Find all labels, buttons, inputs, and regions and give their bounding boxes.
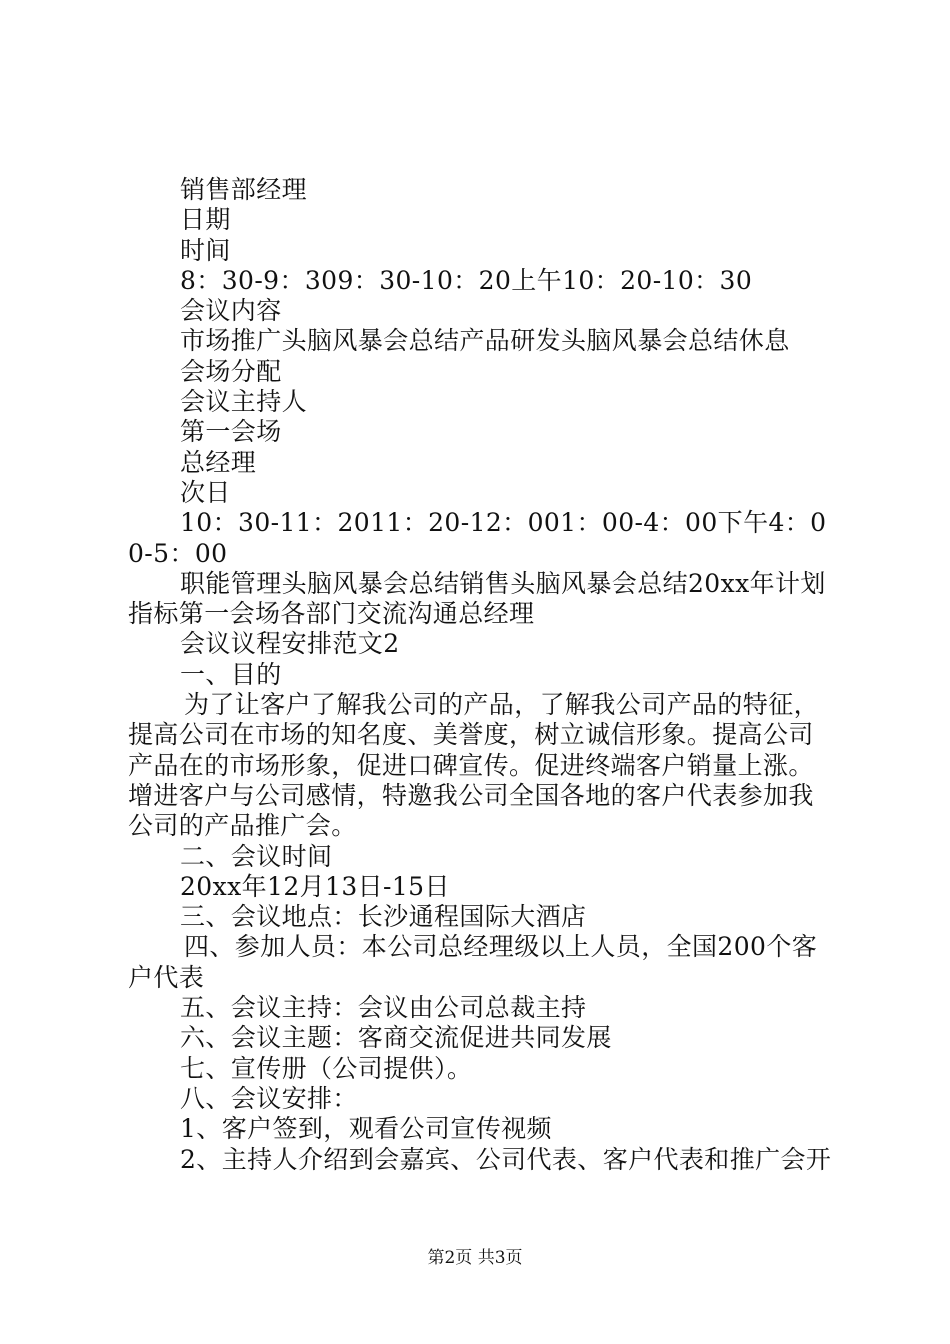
- purpose-paragraph: 为了让客户了解我公司的产品，了解我公司产品的特征，提高公司在市场的知名度、美誉度，树立诚信形象。提高公司产品在的市场形象，促进口碑宣传。促进终端客户销量上涨。增进客户与公司感情，特邀我公司全国各地的客户代表参加我公司的产品推广会。: [128, 690, 820, 841]
- text-line: 会议主持人: [180, 387, 308, 417]
- text-line: 会议内容: [180, 296, 282, 326]
- text-line: 总经理: [180, 447, 257, 477]
- heading-arrangement: 八、会议安排：: [180, 1083, 358, 1113]
- meeting-host: 五、会议主持：会议由公司总裁主持: [180, 993, 587, 1023]
- heading-meeting-time: 二、会议时间: [180, 841, 333, 871]
- schedule-times-paragraph: 10：30-11：2011：20-12：001：00-4：00下午4：00-5：00: [128, 508, 827, 568]
- document-body: [128, 175, 833, 1175]
- text-line: 8：30-9：309：30-10：20上午10：20-10：30: [180, 265, 753, 295]
- text-line: 会场分配: [180, 356, 282, 386]
- arrangement-item: 1、客户签到，观看公司宣传视频: [180, 1114, 552, 1144]
- text-line: 日期: [180, 205, 231, 235]
- text-line: 第一会场: [180, 417, 282, 447]
- meeting-theme: 六、会议主题：客商交流促进共同发展: [180, 1023, 612, 1053]
- arrangement-item: 2、主持人介绍到会嘉宾、公司代表、客户代表和推广会开: [180, 1144, 832, 1174]
- meeting-location: 三、会议地点：长沙通程国际大酒店: [180, 902, 587, 932]
- schedule-topics-paragraph: 职能管理头脑风暴会总结销售头脑风暴会总结20xx年计划指标第一会场各部门交流沟通总经理: [128, 568, 826, 629]
- meeting-date: 20xx年12月13日-15日: [180, 871, 450, 901]
- text-line: 销售部经理: [180, 175, 308, 204]
- participants-paragraph: 四、参加人员：本公司总经理级以上人员，全国200个客户代表: [128, 932, 818, 992]
- heading-purpose: 一、目的: [180, 659, 282, 689]
- page-number: 第2页 共3页: [427, 1248, 523, 1268]
- text-line: 时间: [180, 235, 231, 265]
- text-line: 次日: [180, 477, 231, 507]
- section-title: 会议议程安排范文2: [180, 629, 400, 659]
- brochure-line: 七、宣传册（公司提供）。: [180, 1053, 473, 1083]
- text-line: 市场推广头脑风暴会总结产品研发头脑风暴会总结休息: [180, 326, 790, 356]
